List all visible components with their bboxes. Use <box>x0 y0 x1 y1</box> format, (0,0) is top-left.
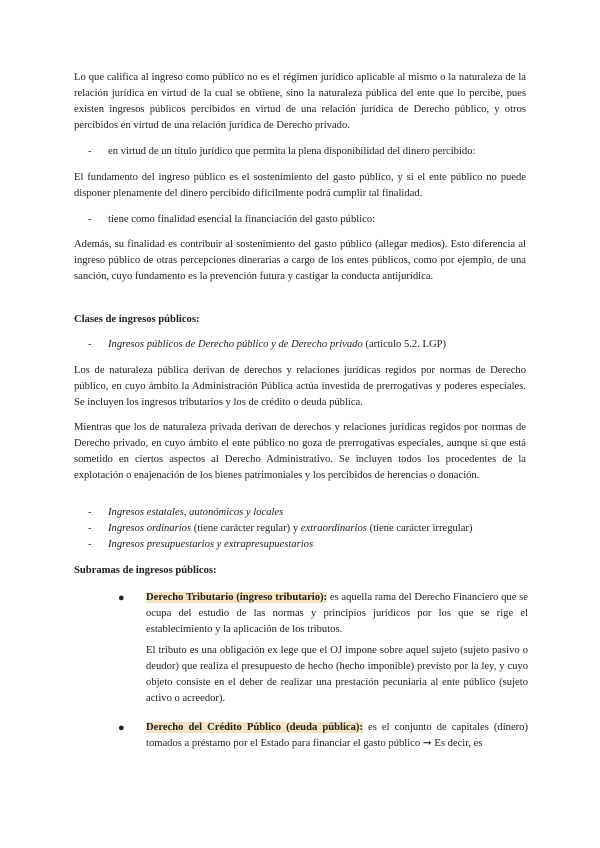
list-item-italic: extraordinarios <box>300 523 367 534</box>
list-item-text: (tiene carácter irregular) <box>366 523 473 534</box>
paragraph-naturaleza-publica: Los de naturaleza pública derivan de derechos y relaciones jurídicas regidos por normas de Derecho público, en cuyo ámbito la Administración Pública actúa investida de prerrogativas y poderes especiales. Se incluyen los ingresos tributarios y los de crédito o deuda pública. <box>74 365 526 408</box>
subrama-text: es el conjunto de capitales (dinero) tomados a préstamo por el Estado para financiar el gasto público ➞ Es decir, es <box>146 722 528 749</box>
list-item-text: Ingresos presupuestarios y extrapresupuestarios <box>108 539 314 550</box>
list-item-estatales <box>88 505 528 521</box>
paragraph-finalidad: Además, su finalidad es contribuir al sostenimiento del gasto público (allegar medios). Esto diferencia al ingreso público de otras percepciones dinerarias a cargo de los entes públicos, como por ejemplo, de una sanción, cuyo fundamento es la prevención futura y castigar la conducta antijurídica. <box>74 239 526 282</box>
dash-marker: - <box>88 214 92 225</box>
paragraph-ingreso-publico: Lo que califica al ingreso como público no es el régimen jurídico aplicable al mismo o la naturaleza de la relación jurídica en virtud de la cual se obtiene, sino la naturaleza pública del ente que lo percibe, pues existen ingresos públicos percibidos en virtud de una relación jurídica de Derecho público, y otros percibidos en virtud de una relación jurídica de Derecho privado. <box>74 72 526 131</box>
subrama-text: es aquella rama del Derecho Financiero que se ocupa del estudio de las normas y principios jurídicos por los que se rige el establecimiento y la aplicación de los tributos. <box>146 592 528 635</box>
dash-item-text: (artículo 5.2. LGP) <box>362 339 447 350</box>
dash-item-text: tiene como finalidad esencial la financiación del gasto público: <box>108 214 376 225</box>
list-item-presupuestarios <box>88 537 528 553</box>
dash-marker: - <box>88 523 92 534</box>
paragraph-tributo: El tributo es una obligación ex lege que el OJ impone sobre aquel sujeto (sujeto pasivo o deudor) que realiza el presupuesto de hecho (hecho imponible) previsto por la ley, y cuyo objeto consiste en el deber de realizar una prestación pecuniaria al ente público (sujeto activo o acreedor). <box>146 645 528 704</box>
bullet-icon: ● <box>118 722 125 734</box>
dash-marker: - <box>88 146 92 157</box>
subrama-derecho-tributario <box>146 590 528 638</box>
dash-marker: - <box>88 339 92 350</box>
dash-item-clases <box>88 337 528 353</box>
paragraph-fundamento: El fundamento del ingreso público es el sostenimiento del gasto público, y si el ente público no puede disponer plenamente del dinero percibido difícilmente podrá cumplir tal finalidad. <box>74 172 526 199</box>
list-item-ordinarios <box>88 521 528 537</box>
bullet-icon: ● <box>118 592 125 604</box>
dash-item-titulo-juridico <box>88 144 528 160</box>
highlighted-term: Derecho Tributario (ingreso tributario): <box>146 592 328 603</box>
list-item-text: Ingresos estatales, autonómicos y locales <box>108 507 284 518</box>
dash-item-finalidad <box>88 212 528 228</box>
heading-subramas: Subramas de ingresos públicos: <box>74 565 217 576</box>
dash-marker: - <box>88 507 92 518</box>
dash-item-italic: Ingresos públicos de Derecho público y de Derecho privado <box>108 339 363 350</box>
dash-item-text: en virtud de un título jurídico que permita la plena disponibilidad del dinero percibido: <box>108 146 476 157</box>
subrama-credito-publico <box>146 720 528 752</box>
list-item-italic: Ingresos ordinarios <box>108 523 192 534</box>
dash-marker: - <box>88 539 92 550</box>
paragraph-naturaleza-privada: Mientras que los de naturaleza privada derivan de derechos y relaciones jurídicas regidos por normas de Derecho privado, en cuyo ámbito el ente público no goza de prerrogativas especiales, aunque sí que está sometido en ciertos aspectos al Derecho Administrativo. Se incluyen todos los procedentes de la explotación o enajenación de los bienes patrimoniales y los percibidos de herencias o donación. <box>74 422 526 481</box>
heading-clases: Clases de ingresos públicos: <box>74 314 200 325</box>
highlighted-term: Derecho del Crédito Público (deuda pública): <box>146 722 363 733</box>
list-item-text: (tiene carácter regular) y <box>191 523 301 534</box>
